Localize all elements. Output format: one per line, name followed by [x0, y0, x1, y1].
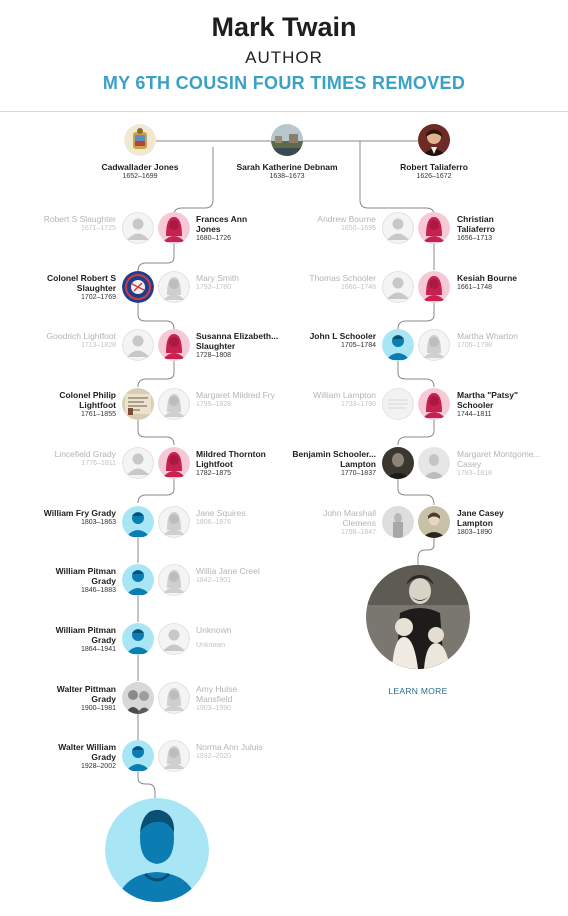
right-gen6-person-photo[interactable]: [418, 506, 450, 538]
person-name: Andrew Bourne: [317, 214, 376, 224]
person-dates: 1671–1725: [80, 225, 116, 232]
right-gen3-person-avatar[interactable]: [382, 329, 414, 361]
person-dates: 1864–1941: [80, 646, 116, 653]
ancestor-name: Sarah Katherine Debnam: [236, 162, 338, 172]
person-dates: 1795–1828: [196, 401, 232, 408]
person-dates: 1846–1883: [80, 587, 116, 594]
person-name: Frances Ann Jones: [196, 214, 248, 234]
right-gen4-spouse-document-photo[interactable]: [382, 388, 414, 420]
left-gen4-spouse-avatar[interactable]: [158, 388, 190, 420]
left-gen6-spouse-label: [196, 508, 266, 528]
right-gen2-spouse-label: [300, 273, 376, 293]
person-dates: 1728–1808: [196, 352, 232, 359]
person-name: Jane Casey Lampton: [457, 508, 504, 528]
user-profile-avatar[interactable]: [105, 798, 209, 902]
person-dates: 1661–1748: [457, 284, 493, 291]
left-gen7-person-avatar[interactable]: [122, 564, 154, 596]
person-name: Margaret Mildred Fry: [196, 390, 275, 400]
left-gen9-spouse-label: [196, 684, 266, 714]
person-dates: 1705–1798: [457, 342, 493, 349]
left-gen6-person-avatar[interactable]: [122, 506, 154, 538]
person-dates: Unknown: [196, 642, 226, 649]
person-name: Mildred Thornton Lightfoot: [196, 449, 266, 469]
left-gen10-person-label: [40, 742, 116, 772]
celebrity-occupation: AUTHOR: [245, 48, 323, 67]
person-dates: 1798–1847: [340, 529, 376, 536]
person-dates: 1803–1863: [80, 519, 116, 526]
person-name: Walter William Grady: [58, 742, 116, 762]
sarah-debnam-landscape-photo[interactable]: [271, 124, 303, 156]
relationship-label: MY 6TH COUSIN FOUR TIMES REMOVED: [102, 73, 466, 93]
left-gen2-spouse-label: [196, 273, 266, 293]
left-gen10-spouse-label: [196, 742, 266, 762]
ancestor-dates: 1638–1673: [269, 173, 305, 180]
top-ancestor-right-label: [384, 162, 484, 182]
right-gen1-spouse-label: [300, 214, 376, 234]
person-dates: 1806–1876: [196, 519, 232, 526]
person-name: Colonel Robert S Slaughter: [47, 273, 116, 293]
person-name: William Fry Grady: [43, 508, 116, 518]
left-gen3-spouse-avatar[interactable]: [122, 329, 154, 361]
person-name: Walter Pittman Grady: [56, 684, 116, 704]
person-dates: 1680–1726: [196, 235, 232, 242]
right-gen6-person-label: [457, 508, 527, 538]
person-name: Norma Ann Juluis: [196, 742, 263, 752]
person-dates: 1928–2002: [80, 763, 116, 770]
left-gen1-person-avatar[interactable]: [158, 212, 190, 244]
right-gen6-spouse-photo[interactable]: [382, 506, 414, 538]
right-gen4-person-avatar[interactable]: [418, 388, 450, 420]
person-name: William Pitman Grady: [55, 625, 116, 645]
person-dates: 1793–1780: [196, 284, 232, 291]
person-dates: 1744–1811: [457, 411, 492, 418]
left-gen3-person-label: [196, 331, 286, 361]
ancestor-name: Robert Taliaferro: [400, 162, 468, 172]
right-gen5-spouse-photo[interactable]: [418, 447, 450, 479]
person-name: William Pitman Grady: [55, 566, 116, 586]
person-name: Thomas Schooler: [309, 273, 376, 283]
person-name: Martha Wharton: [457, 331, 518, 341]
person-dates: 1705–1784: [340, 342, 376, 349]
left-gen3-spouse-label: [40, 331, 116, 351]
left-gen9-person-label: [40, 684, 116, 714]
left-gen9-person-photo[interactable]: [122, 682, 154, 714]
person-dates: 1650–1695: [340, 225, 376, 232]
person-name: Martha "Patsy" Schooler: [457, 390, 518, 410]
left-gen5-spouse-label: [40, 449, 116, 469]
right-gen2-person-avatar[interactable]: [418, 271, 450, 303]
person-dates: 1733–1790: [340, 401, 376, 408]
left-gen1-spouse-avatar[interactable]: [122, 212, 154, 244]
left-gen2-spouse-avatar[interactable]: [158, 271, 190, 303]
left-gen8-spouse-label: [196, 625, 266, 651]
person-name: Robert S Slaughter: [43, 214, 116, 224]
left-gen4-person-document-photo[interactable]: [122, 388, 154, 420]
person-name: Lincefield Grady: [54, 449, 116, 459]
top-ancestor-left-label: [90, 162, 190, 182]
person-dates: 1932–2020: [196, 753, 232, 760]
left-gen5-person-label: [196, 449, 276, 479]
person-name: Mary Smith: [196, 273, 239, 283]
left-gen10-person-avatar[interactable]: [122, 740, 154, 772]
left-gen9-spouse-avatar[interactable]: [158, 682, 190, 714]
right-gen5-spouse-label: [457, 449, 557, 479]
left-gen7-spouse-avatar[interactable]: [158, 564, 190, 596]
celebrity-name: Mark Twain: [211, 12, 357, 42]
mark-twain-family-photo[interactable]: [366, 565, 470, 669]
left-gen2-person-avatar[interactable]: [122, 271, 154, 303]
right-gen6-spouse-label: [296, 508, 376, 538]
right-gen1-person-avatar[interactable]: [418, 212, 450, 244]
person-dates: 1803–1890: [457, 529, 493, 536]
person-name: John Marshall Clemens: [323, 508, 376, 528]
right-gen3-person-label: [300, 331, 376, 351]
left-gen8-spouse-avatar[interactable]: [158, 623, 190, 655]
left-gen6-spouse-avatar[interactable]: [158, 506, 190, 538]
ancestor-name: Cadwallader Jones: [101, 162, 179, 172]
person-name: Jane Squires: [196, 508, 246, 518]
right-gen5-person-label: [280, 449, 376, 479]
right-gen4-spouse-label: [300, 390, 376, 410]
left-gen6-person-label: [40, 508, 116, 528]
person-name: Kesiah Bourne: [457, 273, 517, 283]
right-gen1-spouse-avatar[interactable]: [382, 212, 414, 244]
person-dates: 1761–1855: [80, 411, 116, 418]
person-name: John L Schooler: [309, 331, 376, 341]
person-dates: 1900–1981: [80, 705, 116, 712]
left-gen8-person-avatar[interactable]: [122, 623, 154, 655]
top-ancestor-center-label: [222, 162, 352, 182]
person-name: Christian Taliaferro: [457, 214, 496, 234]
learn-more-link[interactable]: LEARN MORE: [388, 686, 448, 696]
left-gen7-spouse-label: [196, 566, 266, 586]
right-gen4-person-label: [457, 390, 527, 420]
right-gen2-spouse-avatar[interactable]: [382, 271, 414, 303]
person-dates: 1842–1901: [196, 577, 232, 584]
left-gen1-spouse-label: [40, 214, 116, 234]
person-dates: 1702–1769: [80, 294, 116, 301]
person-name: Unknown: [196, 625, 232, 635]
person-name: Susanna Elizabeth... Slaughter: [196, 331, 279, 351]
left-gen2-person-label: [36, 273, 116, 303]
left-gen3-person-avatar[interactable]: [158, 329, 190, 361]
left-gen1-person-label: [196, 214, 266, 244]
person-name: Goodrich Lightfoot: [46, 331, 116, 341]
left-gen4-person-label: [40, 390, 116, 420]
cadwallader-jones-coat-of-arms-photo[interactable]: [124, 124, 156, 156]
left-gen5-person-avatar[interactable]: [158, 447, 190, 479]
person-name: Benjamin Schooler... Lampton: [292, 449, 376, 469]
robert-taliaferro-portrait-photo[interactable]: [418, 124, 450, 156]
left-gen4-spouse-label: [196, 390, 276, 410]
right-gen2-person-label: [457, 273, 527, 293]
person-dates: 1656–1713: [457, 235, 493, 242]
person-name: Willia Jane Creel: [196, 566, 260, 576]
right-gen1-person-label: [457, 214, 527, 244]
person-dates: 1783–1818: [457, 470, 493, 477]
left-gen10-spouse-avatar[interactable]: [158, 740, 190, 772]
person-name: Amy Hulse Mansfield: [196, 684, 238, 704]
person-dates: 1903–1990: [196, 705, 232, 712]
right-gen3-spouse-avatar[interactable]: [418, 329, 450, 361]
person-dates: 1782–1875: [196, 470, 232, 477]
ancestor-dates: 1626–1672: [416, 173, 452, 180]
right-gen5-person-photo[interactable]: [382, 447, 414, 479]
left-gen5-spouse-avatar[interactable]: [122, 447, 154, 479]
person-dates: 1660–1748: [340, 284, 376, 291]
person-dates: 1770–1837: [340, 470, 376, 477]
person-name: Colonel Philip Lightfoot: [59, 390, 116, 410]
person-dates: 1776–1811: [81, 460, 116, 467]
person-dates: 1713–1828: [80, 342, 116, 349]
left-gen7-person-label: [40, 566, 116, 596]
person-name: Margaret Montgome... Casey: [457, 449, 541, 469]
right-gen3-spouse-label: [457, 331, 527, 351]
left-gen8-person-label: [40, 625, 116, 655]
ancestor-dates: 1652–1699: [122, 173, 158, 180]
person-name: William Lampton: [313, 390, 376, 400]
